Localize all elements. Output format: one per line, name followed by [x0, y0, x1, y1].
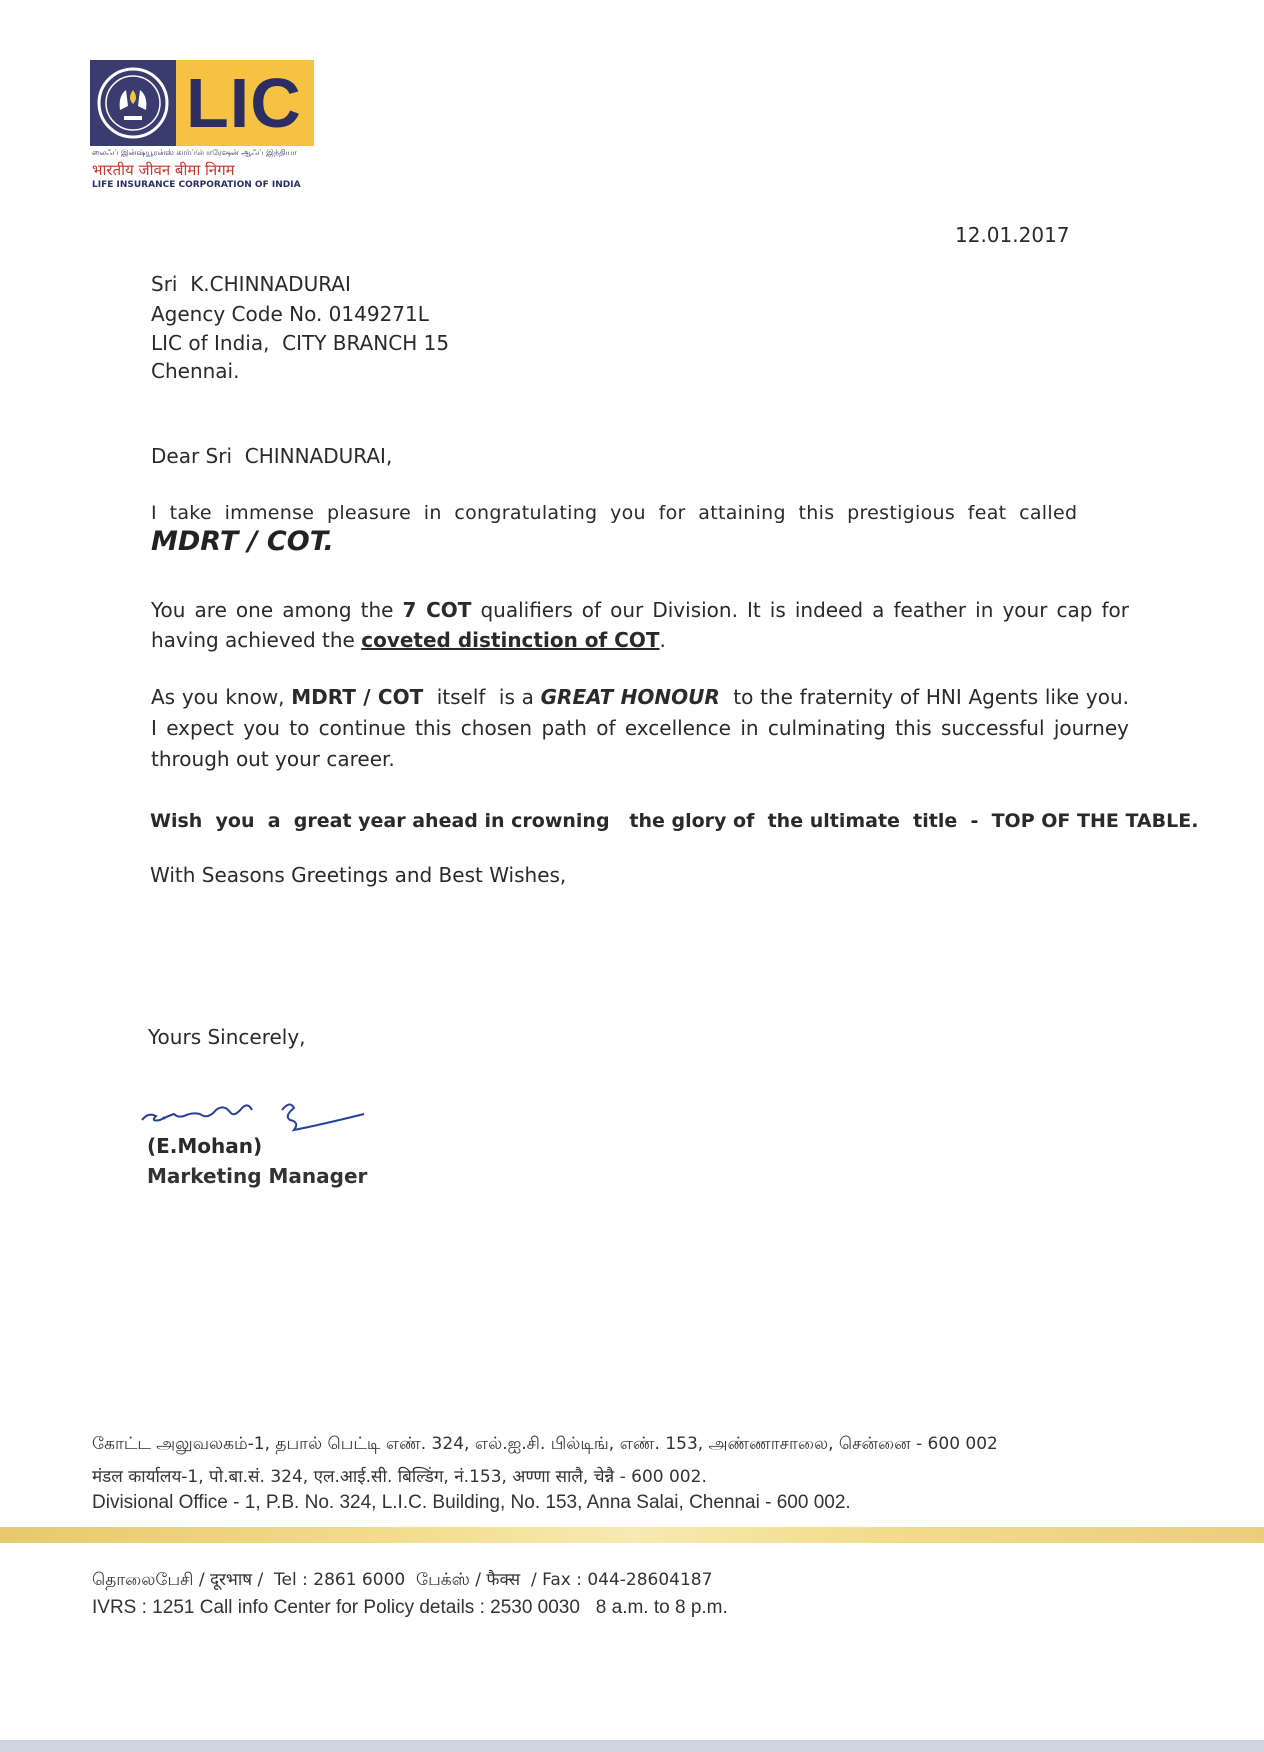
page-bottom-edge	[0, 1740, 1264, 1752]
paragraph-cot-qualifiers	[151, 595, 1129, 655]
mdrt-cot-title: MDRT / COT.	[151, 526, 334, 557]
paragraph-congratulation: I take immense pleasure in congratulating you for attaining this prestigious feat called	[151, 502, 1078, 524]
para3-text-3: to the fraternity of HNI Agents like you. I expect you to continue this chosen path of excellence in culminating this successful journey through out your career.	[151, 685, 1142, 771]
para2-text-1: You are one among the	[151, 598, 403, 622]
footer-tamil-address: கோட்ட அலுவலகம்-1, தபால் பெட்டி எண். 324, எல்.ஐ.சி. பில்டிங், எண். 153, அண்ணாசாலை, சென்னை - 600 002	[92, 1434, 998, 1454]
paragraph-great-honour	[151, 682, 1142, 775]
footer-gold-band	[0, 1527, 1264, 1543]
signatory-designation: Marketing Manager	[147, 1164, 368, 1188]
letter-date: 12.01.2017	[955, 223, 1070, 247]
signatory-name: (E.Mohan)	[147, 1134, 263, 1158]
tamil-corporation-name: லைஃப் இன்ஷ்யூரன்ஸ் கார்ப்பொரேஷன் ஆஃப் இந்தியா	[92, 148, 297, 157]
address-line-4: Chennai.	[151, 359, 240, 383]
para3-text-2: itself is a	[423, 685, 541, 709]
footer-phone-fax: தொலைபேசி / दूरभाष / Tel : 2861 6000 பேக்ஸ் / फैक्स / Fax : 044-28604187	[92, 1570, 713, 1590]
address-line-3: LIC of India, CITY BRANCH 15	[151, 331, 450, 355]
lic-emblem-icon	[90, 60, 176, 146]
footer-hindi-address: मंडल कार्यालय-1, पो.बा.सं. 324, एल.आई.सी. बिल्डिंग, नं.153, अण्णा सालै, चेन्नै - 600 002.	[92, 1467, 707, 1487]
hindi-corporation-name: भारतीय जीवन बीमा निगम	[92, 161, 235, 179]
address-line-1: Sri K.CHINNADURAI	[151, 272, 351, 296]
lic-logo	[90, 60, 314, 146]
salutation: Dear Sri CHINNADURAI,	[151, 444, 393, 468]
para3-great-honour: GREAT HONOUR	[540, 685, 720, 709]
para2-distinction: coveted distinction of COT	[361, 628, 660, 652]
para2-cot-count: 7 COT	[402, 598, 472, 622]
para3-mdrt-cot: MDRT / COT	[291, 685, 424, 709]
wish-line: Wish you a great year ahead in crowning the glory of the ultimate title - TOP OF THE TABLE.	[150, 810, 1199, 832]
para3-text-1: As you know,	[151, 685, 292, 709]
footer-ivrs: IVRS : 1251 Call info Center for Policy details : 2530 0030 8 a.m. to 8 p.m.	[92, 1597, 728, 1618]
greetings-line: With Seasons Greetings and Best Wishes,	[150, 863, 567, 887]
lic-wordmark: LIC	[176, 60, 314, 146]
english-corporation-name: LIFE INSURANCE CORPORATION OF INDIA	[92, 180, 301, 190]
para2-text-2: qualifiers of our Division. It is indeed a feather in your cap for having achieved the	[151, 598, 1129, 652]
closing-line: Yours Sincerely,	[148, 1025, 306, 1049]
address-line-2: Agency Code No. 0149271L	[151, 302, 429, 326]
footer-english-address: Divisional Office - 1, P.B. No. 324, L.I.C. Building, No. 153, Anna Salai, Chennai - 600 002.	[92, 1492, 851, 1513]
para2-text-3: .	[659, 628, 666, 652]
